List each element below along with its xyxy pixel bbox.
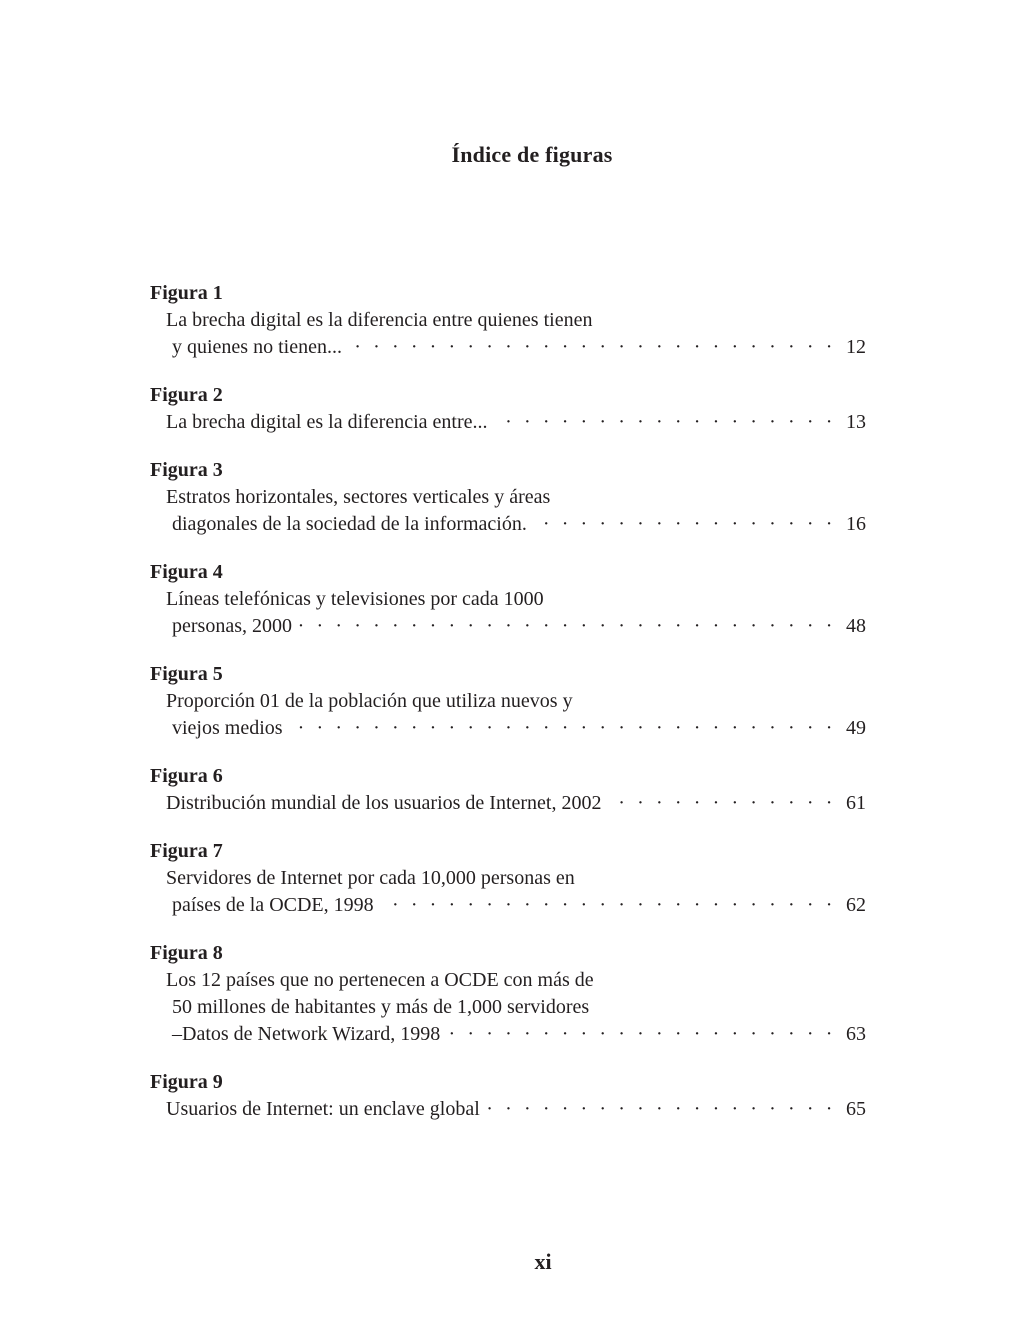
page-title: Índice de figuras <box>451 142 613 167</box>
figure-page-number[interactable]: 48 <box>846 615 866 637</box>
figure-caption-final-line <box>150 409 866 436</box>
dot-leader <box>531 511 836 538</box>
figure-caption-line: Líneas telefónicas y televisiones por cada 1000 <box>166 588 544 610</box>
dot-leader <box>346 334 836 361</box>
figure-caption-final-line <box>150 715 866 742</box>
dot-leader <box>287 715 836 742</box>
figure-label: Figura 2 <box>150 384 223 406</box>
figure-caption-line: 50 millones de habitantes y más de 1,000 servidores <box>172 996 590 1018</box>
figure-caption-final-line <box>150 613 866 640</box>
page-number: xi <box>534 1249 552 1274</box>
figure-caption-final-line <box>150 892 866 919</box>
figure-page-number[interactable]: 12 <box>846 336 866 358</box>
figure-caption-text: y quienes no tienen... <box>172 336 342 358</box>
figure-caption-final-line <box>150 1021 866 1048</box>
figure-page-number[interactable]: 49 <box>846 717 866 739</box>
figure-caption-text: La brecha digital es la diferencia entre... <box>166 411 488 433</box>
figure-entry <box>150 559 866 640</box>
figure-entry <box>150 382 866 436</box>
figure-label: Figura 6 <box>150 765 223 787</box>
dot-leader <box>605 790 836 817</box>
figure-caption-final-line <box>150 511 866 538</box>
figure-entry <box>150 940 866 1048</box>
figure-caption-line: Los 12 países que no pertenecen a OCDE con más de <box>166 969 594 991</box>
figure-label: Figura 5 <box>150 663 223 685</box>
figure-page-number[interactable]: 16 <box>846 513 866 535</box>
figure-entry <box>150 661 866 742</box>
figure-caption-line: La brecha digital es la diferencia entre quienes tienen <box>166 309 593 331</box>
figure-label: Figura 3 <box>150 459 223 481</box>
figure-entry <box>150 1069 866 1123</box>
figure-label: Figura 7 <box>150 840 223 862</box>
figure-index-list <box>150 280 866 1144</box>
figure-caption-text: países de la OCDE, 1998 <box>172 894 374 916</box>
dot-leader <box>444 1021 836 1048</box>
figure-caption-text: –Datos de Network Wizard, 1998 <box>172 1023 441 1045</box>
dot-leader <box>378 892 836 919</box>
figure-caption-final-line <box>150 1096 866 1123</box>
figure-caption-text: diagonales de la sociedad de la información. <box>172 513 527 535</box>
figure-page-number[interactable]: 61 <box>846 792 866 814</box>
figure-label: Figura 9 <box>150 1071 223 1093</box>
figure-caption-final-line <box>150 790 866 817</box>
figure-entry <box>150 280 866 361</box>
figure-caption-line: Estratos horizontales, sectores verticales y áreas <box>166 486 551 508</box>
figure-page-number[interactable]: 13 <box>846 411 866 433</box>
dot-leader <box>484 1096 836 1123</box>
figure-caption-line: Proporción 01 de la población que utiliza nuevos y <box>166 690 573 712</box>
figure-entry <box>150 763 866 817</box>
figure-caption-text: viejos medios <box>172 717 283 739</box>
figure-page-number[interactable]: 65 <box>846 1098 866 1120</box>
dot-leader <box>296 613 836 640</box>
figure-caption-text: Distribución mundial de los usuarios de Internet, 2002 <box>166 792 602 814</box>
figure-caption-line: Servidores de Internet por cada 10,000 personas en <box>166 867 575 889</box>
figure-page-number[interactable]: 62 <box>846 894 866 916</box>
figure-page-number[interactable]: 63 <box>846 1023 866 1045</box>
figure-label: Figura 4 <box>150 561 223 583</box>
figure-caption-text: Usuarios de Internet: un enclave global <box>166 1098 480 1120</box>
figure-label: Figura 1 <box>150 282 223 304</box>
figure-caption-text: personas, 2000 <box>172 615 292 637</box>
figure-caption-final-line <box>150 334 866 361</box>
figure-label: Figura 8 <box>150 942 223 964</box>
dot-leader <box>492 409 837 436</box>
figure-entry <box>150 457 866 538</box>
figure-entry <box>150 838 866 919</box>
